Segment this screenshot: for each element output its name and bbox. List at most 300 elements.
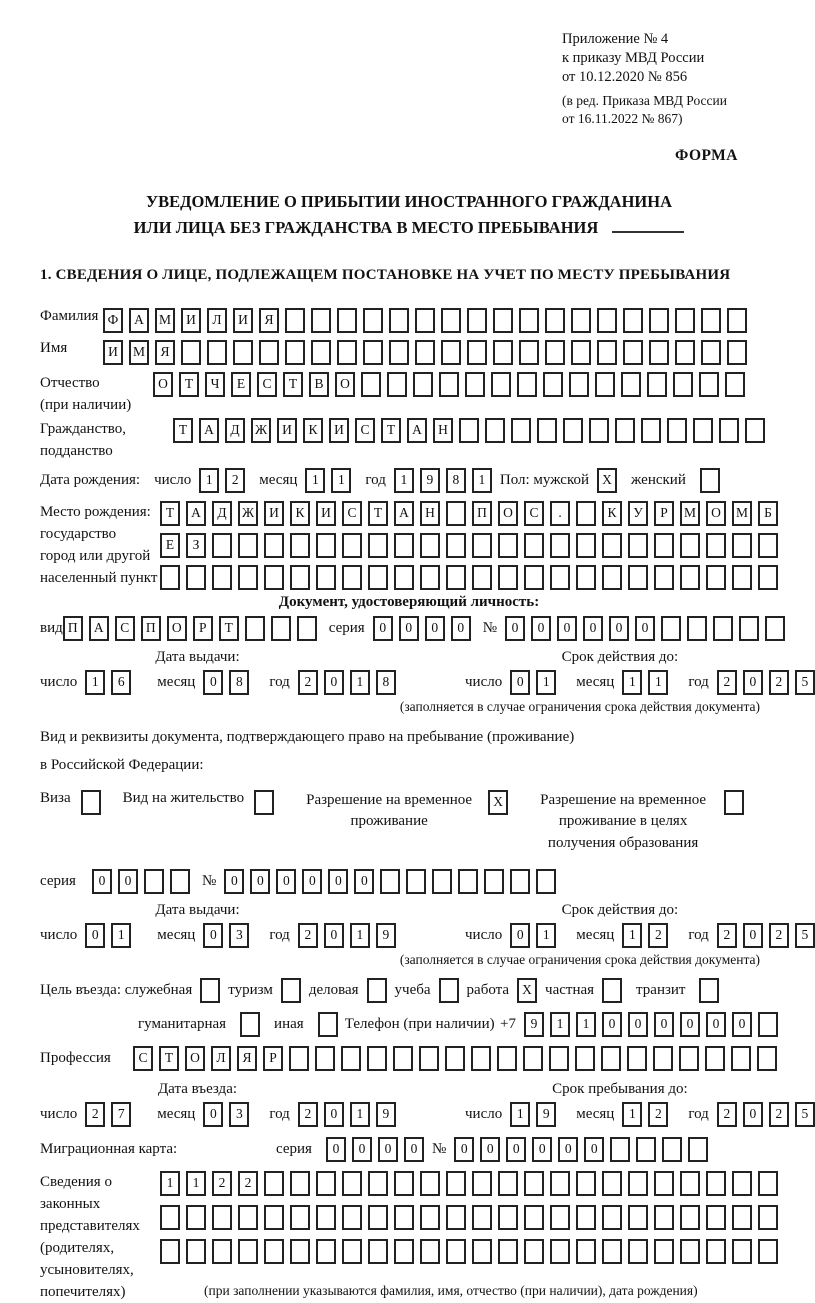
char-box[interactable]: Е bbox=[160, 533, 180, 558]
char-box[interactable]: Я bbox=[259, 308, 279, 333]
purpose-humanitarian-checkbox[interactable] bbox=[240, 1012, 260, 1037]
char-box[interactable] bbox=[719, 418, 739, 443]
char-box[interactable]: 1 bbox=[186, 1171, 206, 1196]
char-box[interactable]: 0 bbox=[354, 869, 374, 894]
char-box[interactable]: 1 bbox=[199, 468, 219, 493]
char-box[interactable] bbox=[471, 1046, 491, 1071]
char-box[interactable] bbox=[725, 372, 745, 397]
char-box[interactable]: Н bbox=[433, 418, 453, 443]
char-box[interactable]: 1 bbox=[536, 670, 556, 695]
char-box[interactable] bbox=[238, 533, 258, 558]
char-box[interactable] bbox=[597, 340, 617, 365]
char-box[interactable] bbox=[701, 308, 721, 333]
char-box[interactable] bbox=[493, 308, 513, 333]
char-box[interactable] bbox=[493, 340, 513, 365]
char-box[interactable]: О bbox=[153, 372, 173, 397]
char-box[interactable] bbox=[420, 1171, 440, 1196]
char-box[interactable]: Л bbox=[207, 308, 227, 333]
purpose-private-checkbox[interactable] bbox=[602, 978, 622, 1003]
char-box[interactable]: М bbox=[155, 308, 175, 333]
char-box[interactable] bbox=[446, 1171, 466, 1196]
char-box[interactable] bbox=[571, 340, 591, 365]
char-box[interactable] bbox=[706, 1171, 726, 1196]
char-box[interactable] bbox=[238, 1205, 258, 1230]
char-box[interactable] bbox=[380, 869, 400, 894]
char-box[interactable] bbox=[297, 616, 317, 641]
char-box[interactable] bbox=[628, 1239, 648, 1264]
char-box[interactable]: 3 bbox=[229, 1102, 249, 1127]
char-box[interactable] bbox=[576, 565, 596, 590]
char-box[interactable] bbox=[595, 372, 615, 397]
char-box[interactable] bbox=[758, 533, 778, 558]
char-box[interactable] bbox=[524, 1171, 544, 1196]
char-box[interactable]: 8 bbox=[376, 670, 396, 695]
char-box[interactable]: 0 bbox=[378, 1137, 398, 1162]
char-box[interactable] bbox=[510, 869, 530, 894]
char-box[interactable]: 1 bbox=[550, 1012, 570, 1037]
char-box[interactable] bbox=[337, 308, 357, 333]
char-box[interactable] bbox=[661, 616, 681, 641]
char-box[interactable] bbox=[597, 308, 617, 333]
char-box[interactable] bbox=[472, 533, 492, 558]
char-box[interactable]: . bbox=[550, 501, 570, 526]
char-box[interactable]: И bbox=[277, 418, 297, 443]
char-box[interactable] bbox=[465, 372, 485, 397]
char-box[interactable] bbox=[549, 1046, 569, 1071]
char-box[interactable]: Ч bbox=[205, 372, 225, 397]
char-box[interactable] bbox=[181, 340, 201, 365]
char-box[interactable] bbox=[491, 372, 511, 397]
char-box[interactable] bbox=[675, 308, 695, 333]
char-box[interactable] bbox=[413, 372, 433, 397]
char-box[interactable] bbox=[290, 565, 310, 590]
char-box[interactable] bbox=[363, 340, 383, 365]
char-box[interactable] bbox=[713, 616, 733, 641]
char-box[interactable]: П bbox=[63, 616, 83, 641]
char-box[interactable] bbox=[649, 340, 669, 365]
char-box[interactable] bbox=[628, 1171, 648, 1196]
char-box[interactable]: 0 bbox=[532, 1137, 552, 1162]
char-box[interactable]: 2 bbox=[648, 1102, 668, 1127]
char-box[interactable] bbox=[517, 372, 537, 397]
char-box[interactable]: 2 bbox=[769, 923, 789, 948]
char-box[interactable]: 1 bbox=[536, 923, 556, 948]
char-box[interactable]: 8 bbox=[446, 468, 466, 493]
char-box[interactable]: 1 bbox=[394, 468, 414, 493]
char-box[interactable]: 0 bbox=[85, 923, 105, 948]
char-box[interactable] bbox=[550, 565, 570, 590]
char-box[interactable]: 0 bbox=[558, 1137, 578, 1162]
char-box[interactable]: А bbox=[186, 501, 206, 526]
char-box[interactable]: 7 bbox=[111, 1102, 131, 1127]
char-box[interactable] bbox=[160, 1205, 180, 1230]
char-box[interactable]: 0 bbox=[743, 923, 763, 948]
char-box[interactable]: 2 bbox=[648, 923, 668, 948]
char-box[interactable]: Т bbox=[160, 501, 180, 526]
char-box[interactable]: Ж bbox=[238, 501, 258, 526]
char-box[interactable] bbox=[441, 308, 461, 333]
char-box[interactable] bbox=[415, 308, 435, 333]
char-box[interactable]: Ж bbox=[251, 418, 271, 443]
char-box[interactable] bbox=[519, 340, 539, 365]
char-box[interactable] bbox=[264, 1205, 284, 1230]
char-box[interactable] bbox=[498, 565, 518, 590]
char-box[interactable]: 0 bbox=[302, 869, 322, 894]
char-box[interactable] bbox=[758, 1239, 778, 1264]
purpose-work-checkbox[interactable]: X bbox=[517, 978, 537, 1003]
char-box[interactable] bbox=[576, 1239, 596, 1264]
char-box[interactable] bbox=[705, 1046, 725, 1071]
char-box[interactable]: К bbox=[290, 501, 310, 526]
char-box[interactable] bbox=[316, 533, 336, 558]
char-box[interactable]: 2 bbox=[238, 1171, 258, 1196]
char-box[interactable] bbox=[446, 565, 466, 590]
char-box[interactable] bbox=[446, 1239, 466, 1264]
char-box[interactable]: Т bbox=[219, 616, 239, 641]
char-box[interactable] bbox=[170, 869, 190, 894]
char-box[interactable] bbox=[628, 533, 648, 558]
char-box[interactable] bbox=[706, 533, 726, 558]
char-box[interactable] bbox=[420, 565, 440, 590]
char-box[interactable]: 0 bbox=[628, 1012, 648, 1037]
char-box[interactable]: 0 bbox=[531, 616, 551, 641]
char-box[interactable] bbox=[576, 501, 596, 526]
char-box[interactable] bbox=[342, 565, 362, 590]
char-box[interactable] bbox=[316, 1205, 336, 1230]
char-box[interactable] bbox=[498, 1205, 518, 1230]
char-box[interactable] bbox=[238, 1239, 258, 1264]
char-box[interactable] bbox=[523, 1046, 543, 1071]
char-box[interactable] bbox=[758, 1205, 778, 1230]
char-box[interactable] bbox=[368, 533, 388, 558]
char-box[interactable]: О bbox=[335, 372, 355, 397]
char-box[interactable] bbox=[519, 308, 539, 333]
char-box[interactable]: Н bbox=[420, 501, 440, 526]
char-box[interactable]: 0 bbox=[454, 1137, 474, 1162]
char-box[interactable]: 3 bbox=[229, 923, 249, 948]
char-box[interactable] bbox=[653, 1046, 673, 1071]
char-box[interactable] bbox=[361, 372, 381, 397]
char-box[interactable]: 2 bbox=[717, 1102, 737, 1127]
char-box[interactable] bbox=[264, 1239, 284, 1264]
char-box[interactable]: 9 bbox=[536, 1102, 556, 1127]
char-box[interactable]: 0 bbox=[743, 1102, 763, 1127]
char-box[interactable] bbox=[394, 533, 414, 558]
char-box[interactable]: И bbox=[181, 308, 201, 333]
char-box[interactable]: С bbox=[524, 501, 544, 526]
char-box[interactable] bbox=[186, 565, 206, 590]
gender-female-checkbox[interactable] bbox=[700, 468, 720, 493]
char-box[interactable] bbox=[739, 616, 759, 641]
char-box[interactable]: Л bbox=[211, 1046, 231, 1071]
char-box[interactable]: 0 bbox=[584, 1137, 604, 1162]
char-box[interactable]: 0 bbox=[324, 923, 344, 948]
char-box[interactable]: 0 bbox=[276, 869, 296, 894]
char-box[interactable] bbox=[758, 565, 778, 590]
char-box[interactable]: М bbox=[129, 340, 149, 365]
char-box[interactable]: 0 bbox=[373, 616, 393, 641]
char-box[interactable] bbox=[316, 1171, 336, 1196]
char-box[interactable] bbox=[602, 1239, 622, 1264]
char-box[interactable]: 2 bbox=[85, 1102, 105, 1127]
char-box[interactable]: 1 bbox=[622, 923, 642, 948]
char-box[interactable]: 2 bbox=[769, 670, 789, 695]
char-box[interactable]: К bbox=[602, 501, 622, 526]
char-box[interactable] bbox=[311, 308, 331, 333]
char-box[interactable] bbox=[484, 869, 504, 894]
char-box[interactable]: А bbox=[407, 418, 427, 443]
char-box[interactable]: Ф bbox=[103, 308, 123, 333]
char-box[interactable]: И bbox=[103, 340, 123, 365]
char-box[interactable] bbox=[732, 565, 752, 590]
char-box[interactable]: А bbox=[89, 616, 109, 641]
char-box[interactable]: 1 bbox=[350, 923, 370, 948]
char-box[interactable] bbox=[342, 533, 362, 558]
char-box[interactable] bbox=[368, 1171, 388, 1196]
char-box[interactable]: 0 bbox=[635, 616, 655, 641]
residence-permit-checkbox[interactable] bbox=[254, 790, 274, 815]
char-box[interactable]: 1 bbox=[648, 670, 668, 695]
char-box[interactable] bbox=[615, 418, 635, 443]
purpose-official-checkbox[interactable] bbox=[200, 978, 220, 1003]
char-box[interactable] bbox=[654, 1205, 674, 1230]
char-box[interactable] bbox=[264, 1171, 284, 1196]
char-box[interactable] bbox=[647, 372, 667, 397]
char-box[interactable] bbox=[550, 1239, 570, 1264]
char-box[interactable] bbox=[497, 1046, 517, 1071]
char-box[interactable] bbox=[589, 418, 609, 443]
char-box[interactable]: О bbox=[185, 1046, 205, 1071]
char-box[interactable] bbox=[576, 533, 596, 558]
char-box[interactable] bbox=[576, 1171, 596, 1196]
char-box[interactable]: 2 bbox=[717, 923, 737, 948]
char-box[interactable]: 2 bbox=[225, 468, 245, 493]
char-box[interactable]: 6 bbox=[111, 670, 131, 695]
char-box[interactable]: 1 bbox=[111, 923, 131, 948]
char-box[interactable]: С bbox=[257, 372, 277, 397]
char-box[interactable] bbox=[212, 533, 232, 558]
char-box[interactable]: 0 bbox=[203, 670, 223, 695]
char-box[interactable]: О bbox=[167, 616, 187, 641]
char-box[interactable] bbox=[238, 565, 258, 590]
purpose-transit-checkbox[interactable] bbox=[699, 978, 719, 1003]
char-box[interactable] bbox=[394, 1205, 414, 1230]
char-box[interactable] bbox=[699, 372, 719, 397]
char-box[interactable] bbox=[393, 1046, 413, 1071]
char-box[interactable]: И bbox=[329, 418, 349, 443]
char-box[interactable] bbox=[601, 1046, 621, 1071]
char-box[interactable] bbox=[316, 565, 336, 590]
char-box[interactable] bbox=[524, 1239, 544, 1264]
char-box[interactable] bbox=[472, 1171, 492, 1196]
char-box[interactable] bbox=[363, 308, 383, 333]
char-box[interactable]: 1 bbox=[331, 468, 351, 493]
char-box[interactable]: 5 bbox=[795, 670, 815, 695]
char-box[interactable]: 0 bbox=[324, 1102, 344, 1127]
char-box[interactable]: 0 bbox=[324, 670, 344, 695]
char-box[interactable] bbox=[688, 1137, 708, 1162]
char-box[interactable] bbox=[727, 340, 747, 365]
char-box[interactable] bbox=[654, 533, 674, 558]
char-box[interactable]: В bbox=[309, 372, 329, 397]
char-box[interactable]: 1 bbox=[622, 1102, 642, 1127]
char-box[interactable] bbox=[245, 616, 265, 641]
char-box[interactable]: 0 bbox=[557, 616, 577, 641]
char-box[interactable] bbox=[679, 1046, 699, 1071]
char-box[interactable]: 1 bbox=[160, 1171, 180, 1196]
char-box[interactable] bbox=[687, 616, 707, 641]
char-box[interactable]: 0 bbox=[609, 616, 629, 641]
char-box[interactable] bbox=[706, 565, 726, 590]
char-box[interactable] bbox=[732, 1239, 752, 1264]
char-box[interactable]: З bbox=[186, 533, 206, 558]
char-box[interactable] bbox=[264, 565, 284, 590]
char-box[interactable] bbox=[498, 1239, 518, 1264]
char-box[interactable]: 1 bbox=[85, 670, 105, 695]
char-box[interactable] bbox=[654, 565, 674, 590]
char-box[interactable] bbox=[311, 340, 331, 365]
char-box[interactable]: 0 bbox=[743, 670, 763, 695]
char-box[interactable] bbox=[667, 418, 687, 443]
char-box[interactable]: 0 bbox=[224, 869, 244, 894]
gender-male-checkbox[interactable]: X bbox=[597, 468, 617, 493]
char-box[interactable] bbox=[623, 308, 643, 333]
char-box[interactable]: Т bbox=[283, 372, 303, 397]
char-box[interactable]: 0 bbox=[203, 1102, 223, 1127]
char-box[interactable]: 0 bbox=[602, 1012, 622, 1037]
char-box[interactable]: 0 bbox=[203, 923, 223, 948]
char-box[interactable] bbox=[649, 308, 669, 333]
char-box[interactable]: 2 bbox=[298, 923, 318, 948]
char-box[interactable]: Р bbox=[193, 616, 213, 641]
char-box[interactable] bbox=[342, 1171, 362, 1196]
char-box[interactable] bbox=[745, 418, 765, 443]
char-box[interactable]: 0 bbox=[352, 1137, 372, 1162]
char-box[interactable] bbox=[337, 340, 357, 365]
char-box[interactable]: О bbox=[706, 501, 726, 526]
char-box[interactable]: М bbox=[732, 501, 752, 526]
char-box[interactable] bbox=[628, 1205, 648, 1230]
char-box[interactable] bbox=[524, 565, 544, 590]
char-box[interactable] bbox=[602, 1205, 622, 1230]
char-box[interactable]: Б bbox=[758, 501, 778, 526]
char-box[interactable] bbox=[467, 340, 487, 365]
char-box[interactable] bbox=[289, 1046, 309, 1071]
char-box[interactable] bbox=[758, 1171, 778, 1196]
char-box[interactable]: Я bbox=[237, 1046, 257, 1071]
char-box[interactable]: 0 bbox=[326, 1137, 346, 1162]
char-box[interactable]: У bbox=[628, 501, 648, 526]
char-box[interactable]: М bbox=[680, 501, 700, 526]
char-box[interactable]: 0 bbox=[328, 869, 348, 894]
char-box[interactable]: 0 bbox=[706, 1012, 726, 1037]
char-box[interactable] bbox=[563, 418, 583, 443]
char-box[interactable] bbox=[602, 1171, 622, 1196]
char-box[interactable] bbox=[420, 1205, 440, 1230]
char-box[interactable]: С bbox=[115, 616, 135, 641]
char-box[interactable]: Д bbox=[225, 418, 245, 443]
char-box[interactable] bbox=[419, 1046, 439, 1071]
char-box[interactable] bbox=[420, 533, 440, 558]
char-box[interactable] bbox=[459, 418, 479, 443]
purpose-business-checkbox[interactable] bbox=[367, 978, 387, 1003]
char-box[interactable] bbox=[290, 1171, 310, 1196]
char-box[interactable]: 8 bbox=[229, 670, 249, 695]
char-box[interactable] bbox=[706, 1239, 726, 1264]
char-box[interactable]: Т bbox=[173, 418, 193, 443]
char-box[interactable] bbox=[732, 1205, 752, 1230]
char-box[interactable]: 0 bbox=[451, 616, 471, 641]
char-box[interactable] bbox=[144, 869, 164, 894]
visa-checkbox[interactable] bbox=[81, 790, 101, 815]
char-box[interactable] bbox=[441, 340, 461, 365]
char-box[interactable] bbox=[467, 308, 487, 333]
char-box[interactable] bbox=[472, 1205, 492, 1230]
char-box[interactable] bbox=[602, 565, 622, 590]
char-box[interactable] bbox=[432, 869, 452, 894]
char-box[interactable] bbox=[341, 1046, 361, 1071]
char-box[interactable] bbox=[569, 372, 589, 397]
char-box[interactable] bbox=[641, 418, 661, 443]
char-box[interactable] bbox=[315, 1046, 335, 1071]
char-box[interactable] bbox=[701, 340, 721, 365]
char-box[interactable] bbox=[550, 1205, 570, 1230]
char-box[interactable] bbox=[550, 533, 570, 558]
char-box[interactable] bbox=[576, 1205, 596, 1230]
char-box[interactable]: 0 bbox=[732, 1012, 752, 1037]
char-box[interactable] bbox=[673, 372, 693, 397]
char-box[interactable] bbox=[575, 1046, 595, 1071]
char-box[interactable] bbox=[654, 1239, 674, 1264]
char-box[interactable] bbox=[727, 308, 747, 333]
char-box[interactable] bbox=[207, 340, 227, 365]
char-box[interactable]: Р bbox=[263, 1046, 283, 1071]
char-box[interactable]: 0 bbox=[510, 923, 530, 948]
char-box[interactable]: 2 bbox=[769, 1102, 789, 1127]
char-box[interactable]: 2 bbox=[298, 670, 318, 695]
char-box[interactable]: С bbox=[133, 1046, 153, 1071]
char-box[interactable]: 0 bbox=[425, 616, 445, 641]
char-box[interactable]: 1 bbox=[622, 670, 642, 695]
char-box[interactable] bbox=[628, 565, 648, 590]
char-box[interactable] bbox=[316, 1239, 336, 1264]
char-box[interactable]: 5 bbox=[795, 1102, 815, 1127]
char-box[interactable]: Т bbox=[159, 1046, 179, 1071]
char-box[interactable] bbox=[212, 1239, 232, 1264]
char-box[interactable] bbox=[367, 1046, 387, 1071]
char-box[interactable] bbox=[160, 565, 180, 590]
char-box[interactable] bbox=[543, 372, 563, 397]
char-box[interactable]: 0 bbox=[92, 869, 112, 894]
char-box[interactable]: П bbox=[141, 616, 161, 641]
char-box[interactable] bbox=[675, 340, 695, 365]
char-box[interactable] bbox=[212, 1205, 232, 1230]
char-box[interactable]: И bbox=[316, 501, 336, 526]
char-box[interactable]: Т bbox=[179, 372, 199, 397]
temp-residence-education-checkbox[interactable] bbox=[724, 790, 744, 815]
char-box[interactable]: 1 bbox=[472, 468, 492, 493]
char-box[interactable] bbox=[732, 533, 752, 558]
purpose-other-checkbox[interactable] bbox=[318, 1012, 338, 1037]
char-box[interactable] bbox=[706, 1205, 726, 1230]
char-box[interactable]: Д bbox=[212, 501, 232, 526]
char-box[interactable] bbox=[368, 565, 388, 590]
char-box[interactable] bbox=[420, 1239, 440, 1264]
char-box[interactable]: С bbox=[355, 418, 375, 443]
char-box[interactable]: 0 bbox=[583, 616, 603, 641]
char-box[interactable]: Т bbox=[368, 501, 388, 526]
char-box[interactable]: 0 bbox=[404, 1137, 424, 1162]
